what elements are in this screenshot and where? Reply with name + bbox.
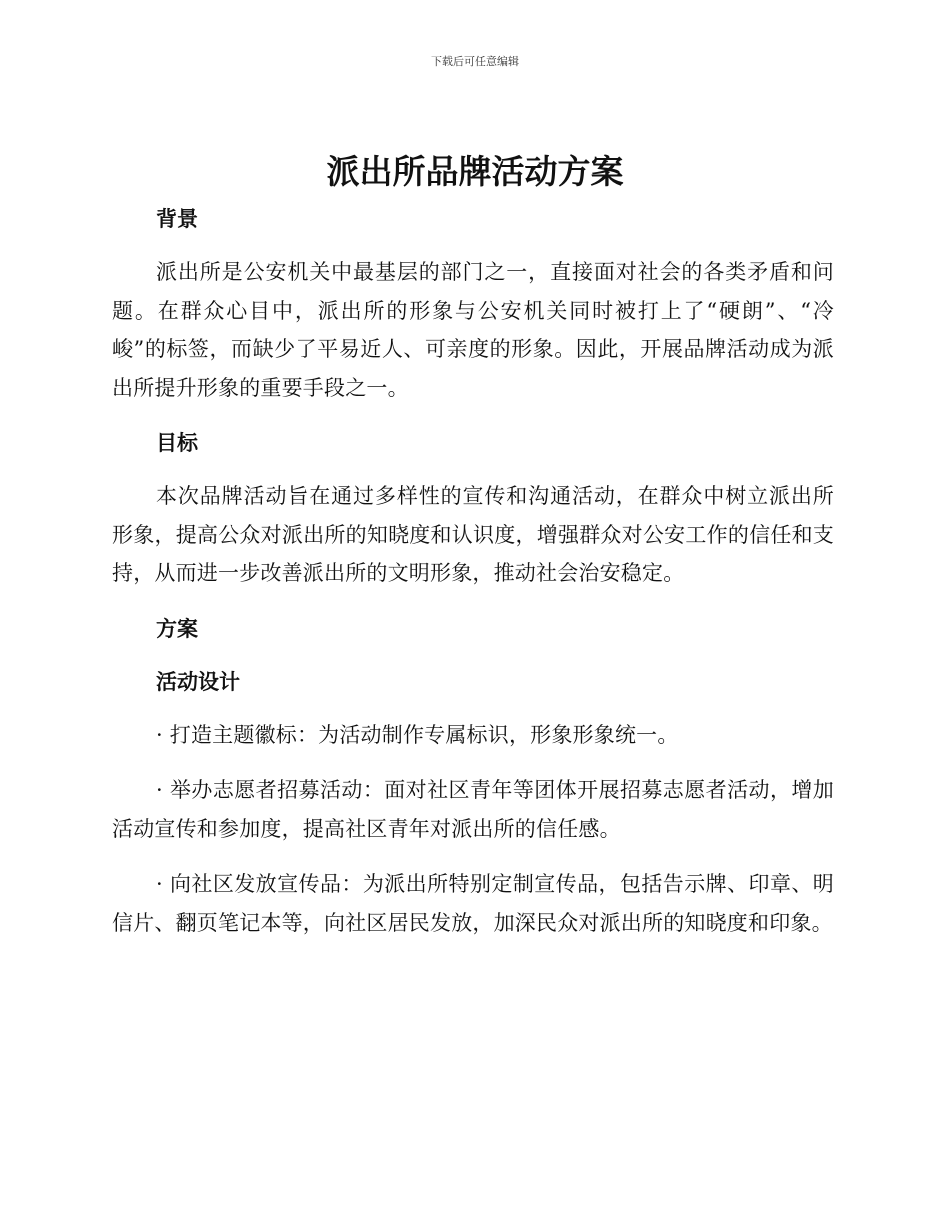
paragraph-goal: 本次品牌活动旨在通过多样性的宣传和沟通活动，在群众中树立派出所形象，提高公众对派出所的知晓度和认识度，增强群众对公安工作的信任和支持，从而进一步改善派出所的文明形象，推动社会治安稳定。 — [112, 484, 834, 585]
section-heading-background: 背景 — [156, 207, 198, 231]
section-heading-activity-design: 活动设计 — [156, 669, 240, 694]
list-item-volunteer: · 举办志愿者招募活动：面对社区青年等团体开展招募志愿者活动，增加活动宣传和参加度，提高社区青年对派出所的信任感。 — [112, 778, 834, 841]
list-item-promo-materials: · 向社区发放宣传品：为派出所特别定制宣传品，包括告示牌、印章、明信片、翻页笔记本等，向社区居民发放，加深民众对派出所的知晓度和印象。 — [112, 872, 834, 935]
list-item-logo: · 打造主题徽标：为活动制作专属标识，形象形象统一。 — [156, 722, 679, 747]
document-body — [112, 200, 834, 942]
page-header-note: 下载后可任意编辑 — [431, 55, 519, 68]
section-heading-plan: 方案 — [156, 616, 198, 641]
document-title: 派出所品牌活动方案 — [326, 152, 624, 191]
paragraph-background: 派出所是公安机关中最基层的部门之一，直接面对社会的各类矛盾和问题。在群众心目中，派出所的形象与公安机关同时被打上了“硬朗”、“冷峻”的标签，而缺少了平易近人、可亲度的形象。因此，开展品牌活动成为派出所提升形象的重要手段之一。 — [112, 260, 834, 400]
section-heading-goal: 目标 — [156, 431, 198, 455]
